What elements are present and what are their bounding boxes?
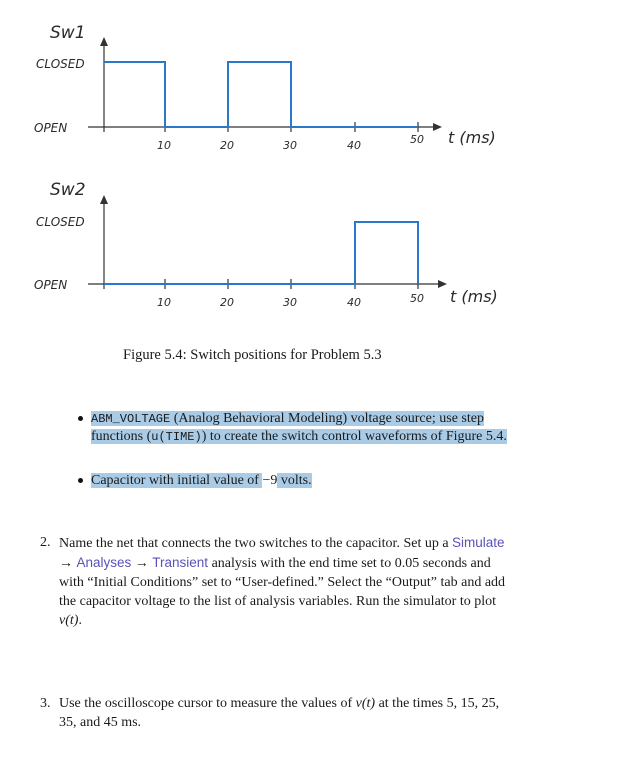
sw2-t-arrow-icon <box>438 280 447 288</box>
sw2-tick-10: 10 <box>157 296 171 309</box>
item2-period: . <box>78 613 82 628</box>
sw1-open-label: OPEN <box>34 121 68 135</box>
sw2-tick-20: 20 <box>220 296 234 309</box>
sw2-label: Sw2 <box>50 180 86 200</box>
figure-caption: Figure 5.4: Switch positions for Problem 5.3 <box>123 347 382 363</box>
voltage-variable: v(t) <box>59 613 79 628</box>
problem-item-2 <box>40 533 510 630</box>
item2-text-a: Name the net that connects the two switches to the capacitor. Set up a <box>59 536 453 551</box>
sw2-tick-40: 40 <box>347 296 361 309</box>
sw1-tick-20: 20 <box>220 139 234 152</box>
sw1-tick-40: 40 <box>347 139 361 152</box>
sw1-label: Sw1 <box>50 23 86 43</box>
sw2-open-label: OPEN <box>34 278 68 292</box>
highlighted-text <box>91 473 262 488</box>
sw1-waveform <box>104 62 418 127</box>
bullet2-text-b: volts. <box>277 473 312 488</box>
highlighted-text <box>91 411 507 444</box>
sw1-tick-30: 30 <box>283 139 297 152</box>
item-number: 2. <box>40 535 51 550</box>
problem-item-3 <box>40 694 510 732</box>
item-number: 3. <box>40 696 51 711</box>
sw2-tick-50: 50 <box>410 292 424 305</box>
bullet-abm-voltage <box>75 410 515 446</box>
bullet2-text-a: Capacitor with initial value of <box>91 473 263 488</box>
item3-text-a: Use the oscilloscope cursor to measure the values of <box>59 696 356 711</box>
sw2-tick-30: 30 <box>283 296 297 309</box>
menu-arrow-icon: → <box>131 556 153 571</box>
capacitor-initial-value: −9 <box>262 473 278 488</box>
voltage-variable: v(t) <box>355 696 376 711</box>
sw1-time-axis-label: t (ms) <box>448 128 496 147</box>
bullet1-text-a: (Analog Behavioral Modeling) voltage source; use step functions ( <box>91 411 484 444</box>
bullet-capacitor <box>75 472 515 489</box>
sw1-closed-label: CLOSED <box>36 57 85 71</box>
abm-voltage-code: ABM_VOLTAGE <box>91 412 171 426</box>
simulate-menu-link[interactable]: Simulate <box>452 535 505 550</box>
sw2-closed-label: CLOSED <box>36 215 85 229</box>
bullet-dot-icon <box>78 416 83 421</box>
sw2-waveform <box>104 222 418 284</box>
transient-menu-link[interactable]: Transient <box>152 555 209 570</box>
sw2-time-axis-label: t (ms) <box>450 287 498 306</box>
switch-timing-figure <box>0 0 636 340</box>
sw1-tick-10: 10 <box>157 139 171 152</box>
item3-text-b: at the times 5, 15, 25, 35, and 45 ms. <box>59 696 500 730</box>
bullet-dot-icon <box>78 478 83 483</box>
menu-arrow-icon: → <box>59 556 77 571</box>
item2-text-b: analysis with the end time set to 0.05 seconds and with “Initial Conditions” set to “User-defined.” Select the “Output” tab and add the capacitor voltage to the list of analysis variables. Run the simulator to plot <box>59 556 506 609</box>
sw1-y-arrow-icon <box>100 37 108 46</box>
step-function-code: u(TIME) <box>151 430 202 444</box>
sw1-tick-50: 50 <box>410 133 424 146</box>
bullet-list <box>75 410 515 515</box>
sw1-t-arrow-icon <box>433 123 442 131</box>
analyses-menu-link[interactable]: Analyses <box>76 555 132 570</box>
bullet1-text-b: ) to create the switch control waveforms of Figure 5.4. <box>201 429 507 444</box>
sw2-y-arrow-icon <box>100 195 108 204</box>
